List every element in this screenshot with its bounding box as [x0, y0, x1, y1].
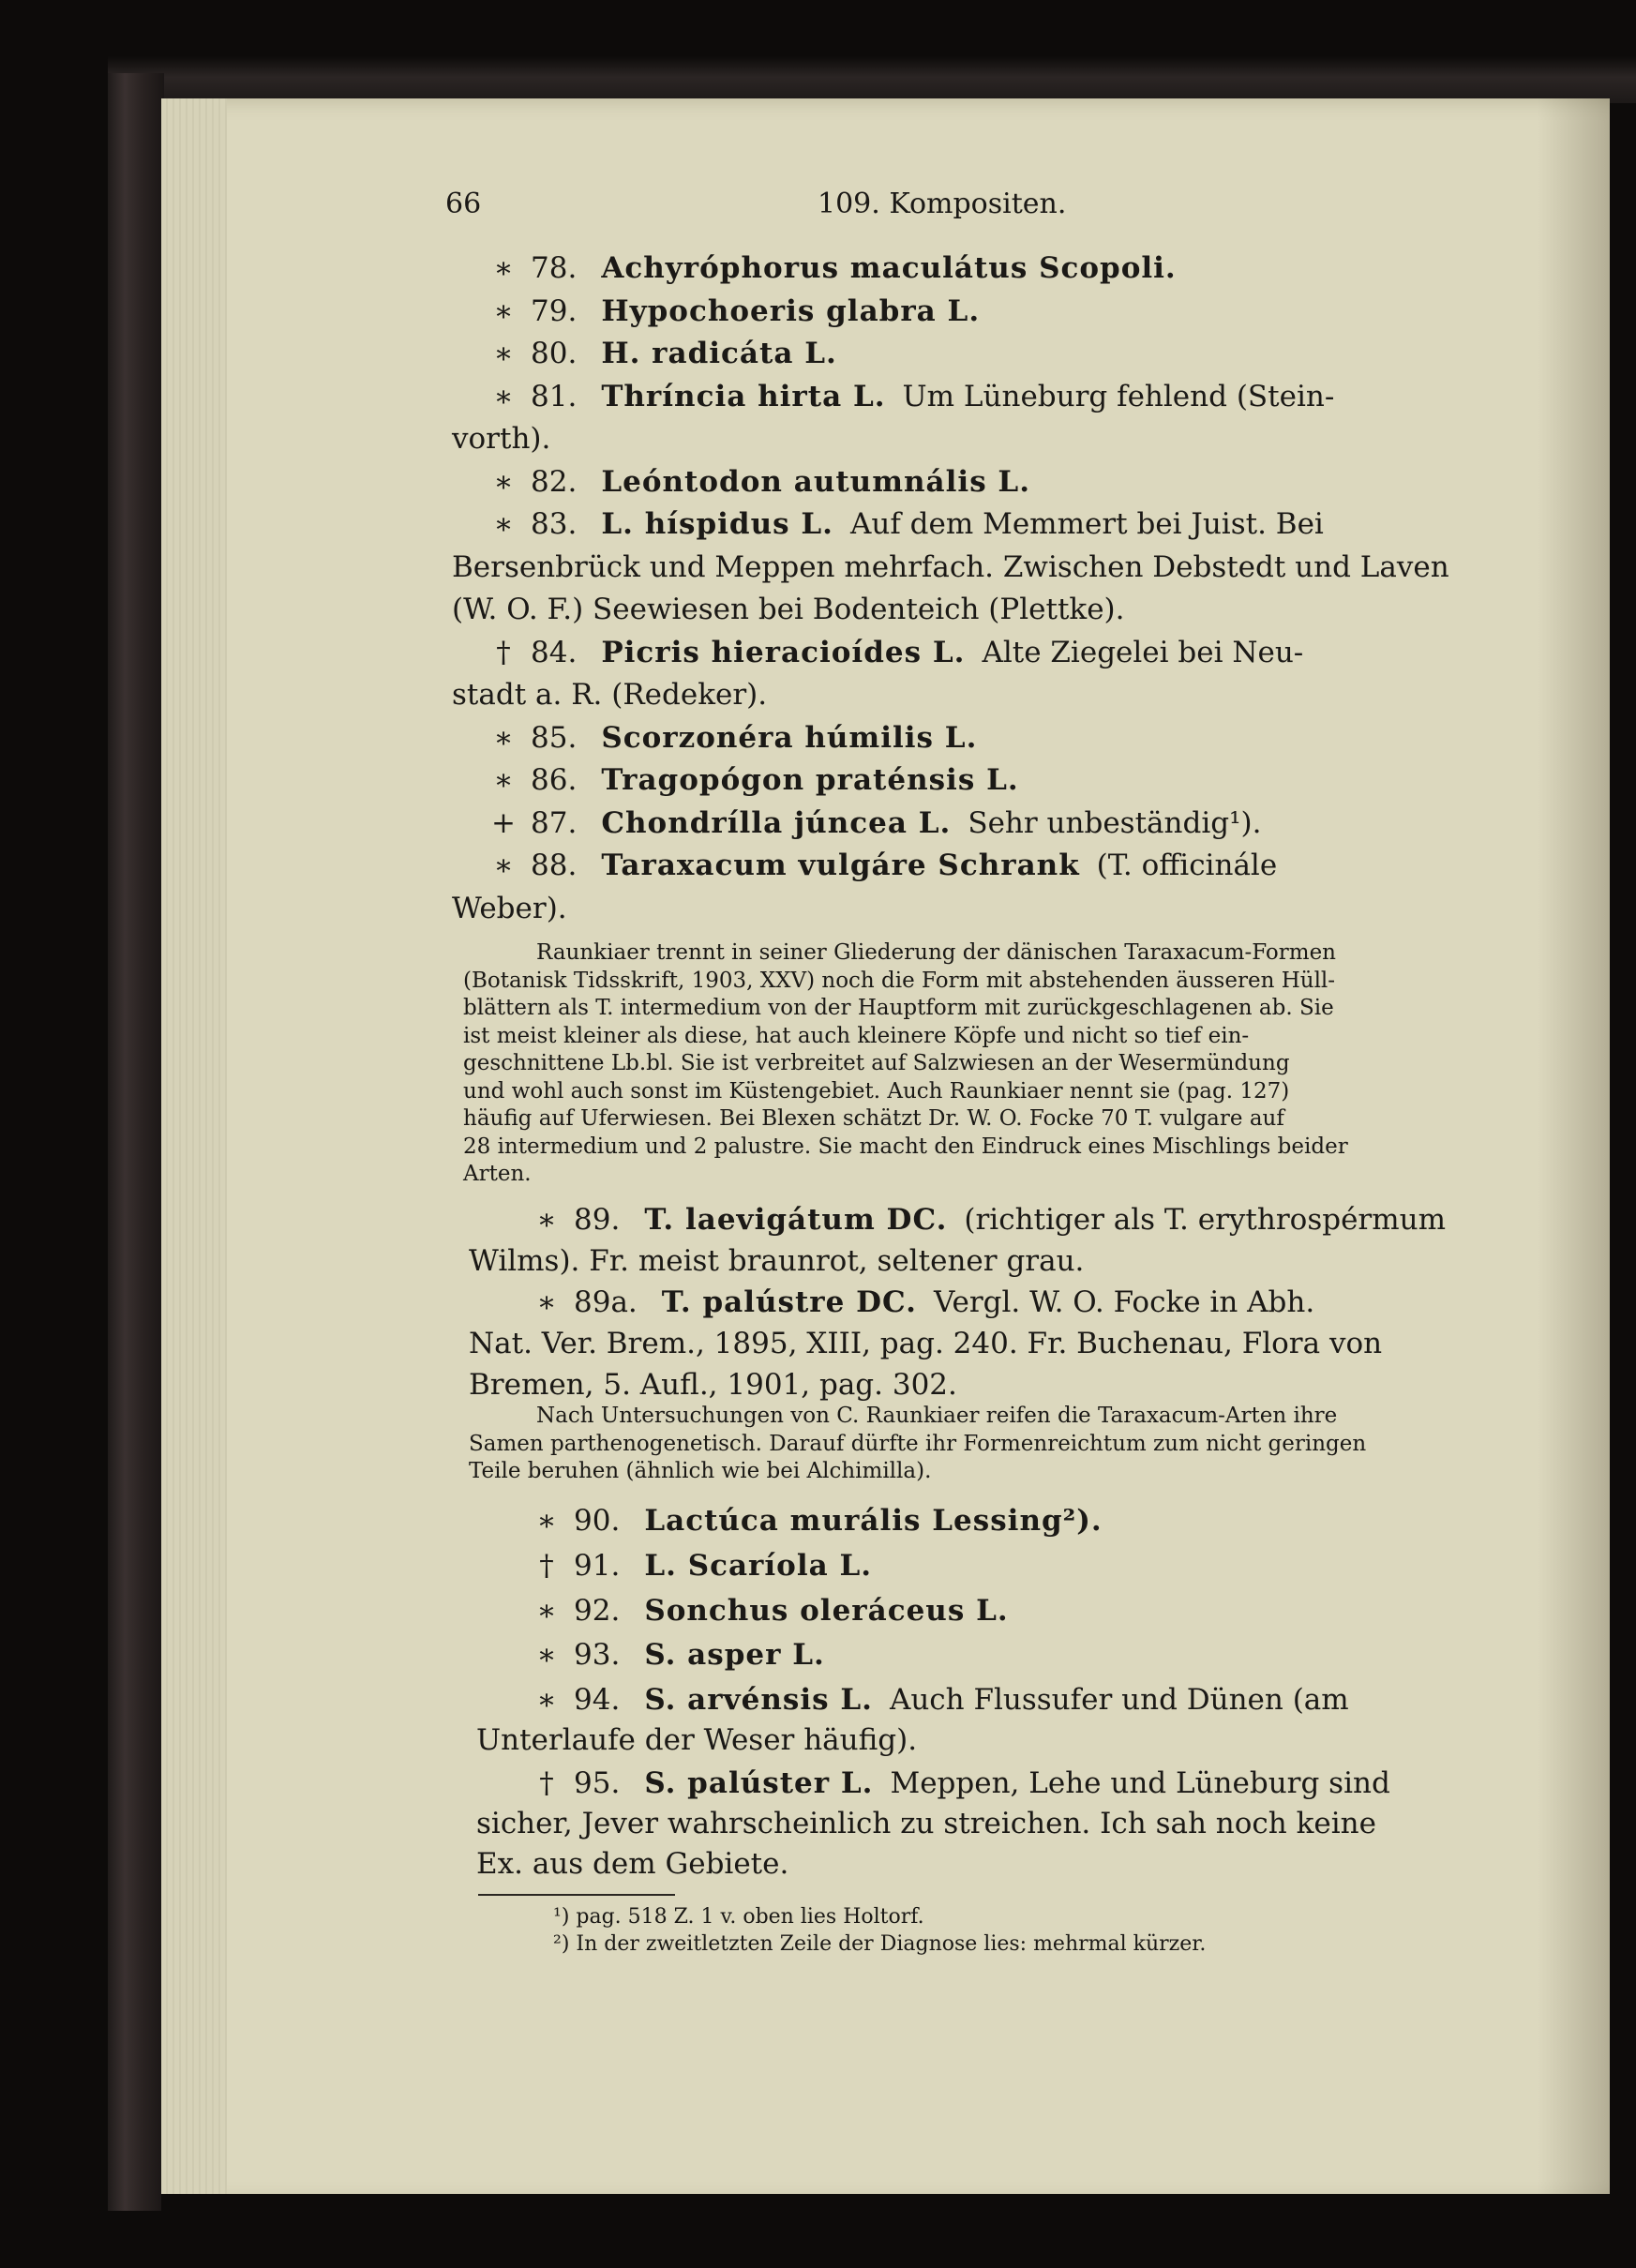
species-name: Taraxacum vulgáre Schrank: [601, 849, 1080, 882]
species-name: Thríncia hirta L.: [601, 379, 886, 413]
book-bottom-edge: [161, 2194, 1610, 2268]
entry-line: [476, 1723, 917, 1757]
status-symbol: ∗: [493, 720, 514, 755]
entry-remark: Sehr unbeständig¹).: [968, 805, 1262, 840]
entry-number: 88.: [531, 849, 578, 882]
status-symbol: ∗: [536, 1594, 557, 1628]
entry-line: [531, 1683, 1349, 1717]
entry-number: 95.: [574, 1766, 621, 1800]
note-line: ist meist kleiner als diese, hat auch kleinere Köpfe und nicht so tief ein-: [463, 1023, 1250, 1048]
species-name: T. palústre DC.: [661, 1285, 917, 1319]
species-name: Hypochoeris glabra L.: [601, 293, 981, 328]
entry-continuation: Wilms). Fr. meist braunrot, seltener grau.: [469, 1244, 1085, 1278]
status-symbol: ∗: [536, 1285, 557, 1319]
entry-line: [452, 678, 767, 712]
species-name: H. radicáta L.: [601, 337, 837, 370]
status-symbol: †: [539, 1549, 554, 1583]
status-symbol: ∗: [493, 337, 514, 370]
note-line: häufig auf Uferwiesen. Bei Blexen schätzt Dr. W. O. Focke 70 T. vulgare auf: [463, 1106, 1284, 1131]
entry-number: 93.: [574, 1638, 621, 1672]
entry-line: [469, 1327, 1382, 1360]
entry-remark: Vergl. W. O. Focke in Abh.: [933, 1285, 1315, 1319]
species-name: T. laevigátum DC.: [644, 1203, 948, 1237]
entry-number: 92.: [574, 1594, 621, 1628]
book-cover-top: [108, 56, 1636, 103]
entry-continuation: Bremen, 5. Aufl., 1901, pag. 302.: [469, 1368, 957, 1402]
status-symbol: ∗: [493, 293, 514, 328]
entry-line: [452, 550, 1449, 584]
entry-number: 83.: [531, 507, 578, 541]
entry-line: [531, 1638, 825, 1672]
status-symbol: ∗: [493, 507, 514, 541]
entry-line: [488, 636, 1303, 669]
entry-line: [452, 422, 550, 456]
note-line: Arten.: [463, 1162, 532, 1186]
entry-continuation: Unterlaufe der Weser häufig).: [476, 1723, 918, 1757]
entry-continuation: Ex. aus dem Gebiete.: [476, 1847, 789, 1881]
footnote: ²) In der zweitletzten Zeile der Diagnose lies: mehrmal kürzer.: [553, 1932, 1207, 1956]
status-symbol: †: [496, 635, 511, 669]
entry-continuation: Weber).: [452, 891, 567, 925]
entry-line: [452, 892, 567, 925]
species-name: Scorzonéra húmilis L.: [601, 720, 978, 755]
entry-line: [488, 337, 837, 370]
entry-line: [476, 1847, 788, 1881]
status-symbol: †: [539, 1766, 554, 1800]
entry-line: [531, 1766, 1390, 1800]
entry-continuation: vorth).: [452, 422, 551, 456]
page-gutter-shadow: [1538, 98, 1610, 2203]
entry-number: 87.: [531, 805, 578, 840]
entry-remark: Um Lüneburg fehlend (Stein-: [902, 379, 1335, 413]
note-line: Raunkiaer trennt in seiner Gliederung der dänischen Taraxacum-Formen: [536, 940, 1336, 965]
entry-continuation: (W. O. F.) Seewiesen bei Bodenteich (Plettke).: [452, 593, 1125, 626]
entry-number: 82.: [531, 464, 578, 499]
entry-remark: Auf dem Memmert bei Juist. Bei: [849, 507, 1324, 541]
note-line: 28 intermedium und 2 palustre. Sie macht den Eindruck eines Mischlings beider: [463, 1134, 1348, 1159]
species-name: Chondrílla júncea L.: [601, 805, 952, 840]
entry-continuation: sicher, Jever wahrscheinlich zu streichen. Ich sah noch keine: [476, 1807, 1376, 1840]
status-symbol: ∗: [493, 379, 514, 413]
entry-line: [488, 763, 1019, 797]
entry-line: [531, 1594, 1009, 1628]
entry-number: 89.: [574, 1203, 621, 1237]
entry-continuation: stadt a. R. (Redeker).: [452, 678, 768, 712]
footnote: ¹) pag. 518 Z. 1 v. oben lies Holtorf.: [553, 1905, 924, 1929]
entry-remark: (T. officinále: [1096, 849, 1278, 882]
entry-continuation: Bersenbrück und Meppen mehrfach. Zwischen Debstedt und Laven: [452, 549, 1449, 584]
entry-number: 78.: [531, 251, 578, 285]
entry-number: 84.: [531, 635, 578, 669]
species-name: Picris hieracioídes L.: [601, 635, 966, 669]
status-symbol: ∗: [536, 1504, 557, 1538]
species-name: Lactúca murális Lessing²).: [644, 1504, 1103, 1538]
status-symbol: ∗: [493, 464, 514, 499]
entry-line: [452, 593, 1125, 626]
entry-line: [488, 721, 977, 755]
page-stack-edges: [161, 98, 227, 2203]
species-name: S. palúster L.: [644, 1766, 874, 1800]
entry-line: [488, 507, 1324, 541]
note-line: und wohl auch sonst im Küstengebiet. Auch Raunkiaer nennt sie (pag. 127): [463, 1078, 1290, 1104]
entry-line: [469, 1368, 957, 1402]
entry-line: [476, 1807, 1376, 1840]
species-name: Tragopógon praténsis L.: [601, 763, 1019, 797]
entry-line: [531, 1504, 1103, 1538]
status-symbol: +: [491, 805, 516, 840]
status-symbol: ∗: [493, 849, 514, 882]
entry-remark: (richtiger als T. erythrospérmum: [964, 1203, 1447, 1237]
species-name: S. asper L.: [644, 1638, 825, 1672]
status-symbol: ∗: [536, 1683, 557, 1717]
entry-remark: Auch Flussufer und Dünen (am: [889, 1683, 1349, 1717]
page-number: 66: [445, 188, 482, 220]
entry-line: [488, 294, 980, 328]
entry-line: [488, 380, 1334, 413]
species-name: L. Scaríola L.: [644, 1549, 873, 1583]
entry-number: 80.: [531, 337, 578, 370]
entry-number: 94.: [574, 1683, 621, 1717]
status-symbol: ∗: [536, 1638, 557, 1672]
entry-line: [531, 1285, 1314, 1319]
entry-line: [469, 1244, 1084, 1278]
note-line: Teile beruhen (ähnlich wie bei Alchimilla).: [469, 1459, 932, 1483]
entry-number: 86.: [531, 763, 578, 797]
species-name: Achyróphorus maculátus Scopoli.: [601, 251, 1177, 285]
entry-number: 89a.: [574, 1285, 638, 1319]
status-symbol: ∗: [536, 1203, 557, 1237]
entry-number: 90.: [574, 1504, 621, 1538]
entry-continuation: Nat. Ver. Brem., 1895, XIII, pag. 240. Fr. Buchenau, Flora von: [469, 1327, 1383, 1360]
note-line: geschnittene Lb.bl. Sie ist verbreitet auf Salzwiesen an der Wesermündung: [463, 1051, 1290, 1075]
species-name: Sonchus oleráceus L.: [644, 1594, 1009, 1628]
species-name: Leóntodon autumnális L.: [601, 464, 1031, 499]
entry-line: [531, 1203, 1446, 1237]
entry-line: [488, 465, 1030, 499]
entry-number: 85.: [531, 720, 578, 755]
entry-line: [488, 849, 1277, 882]
entry-line: [531, 1549, 872, 1583]
note-line: Samen parthenogenetisch. Darauf dürfte ihr Formenreichtum zum nicht geringen: [469, 1431, 1367, 1456]
entry-number: 81.: [531, 379, 578, 413]
entry-line: [488, 251, 1177, 285]
entry-number: 91.: [574, 1549, 621, 1583]
note-line: Nach Untersuchungen von C. Raunkiaer reifen die Taraxacum-Arten ihre: [536, 1404, 1338, 1428]
species-name: L. híspidus L.: [601, 507, 833, 541]
book-spine-edge: [108, 73, 164, 2211]
status-symbol: ∗: [493, 763, 514, 797]
note-line: blättern als T. intermedium von der Hauptform mit zurückgeschlagenen ab. Sie: [463, 996, 1334, 1020]
entry-remark: Meppen, Lehe und Lüneburg sind: [890, 1766, 1390, 1800]
note-line: (Botanisk Tidsskrift, 1903, XXV) noch die Form mit abstehenden äusseren Hüll-: [463, 968, 1336, 993]
status-symbol: ∗: [493, 251, 514, 285]
species-name: S. arvénsis L.: [644, 1683, 873, 1717]
entry-remark: Alte Ziegelei bei Neu-: [982, 635, 1304, 669]
entry-number: 79.: [531, 293, 578, 328]
entry-line: [488, 806, 1261, 840]
footnote-rule: [478, 1894, 675, 1896]
running-title: 109. Kompositen.: [818, 188, 1067, 220]
